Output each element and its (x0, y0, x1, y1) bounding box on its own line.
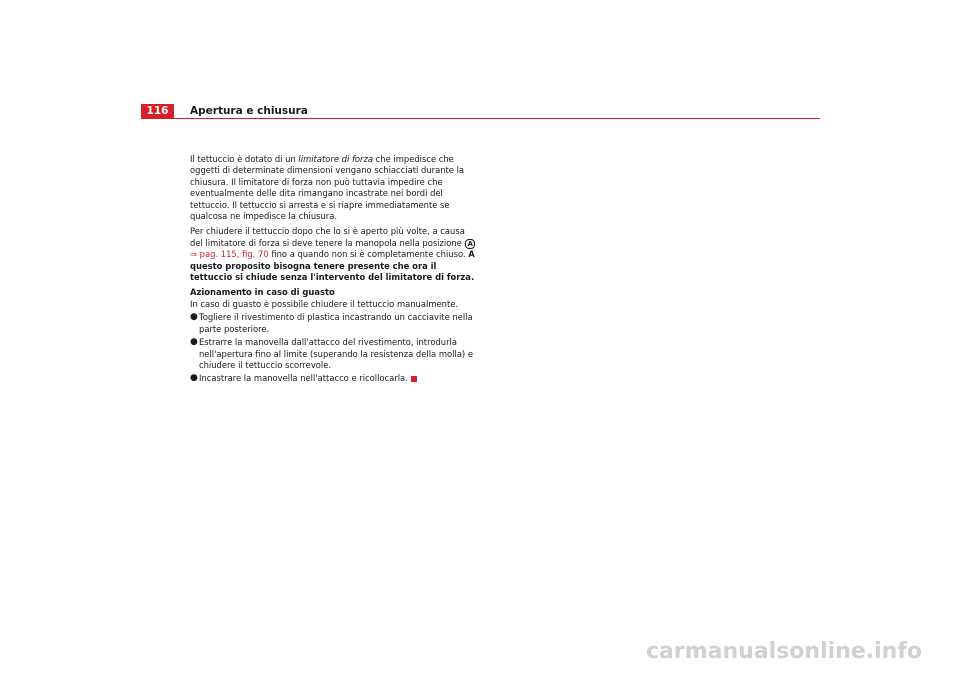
chapter-title: Apertura e chiusura (190, 105, 308, 117)
paragraph-closing-procedure (190, 226, 480, 283)
bullet-text-last: Incastrare la manovella nell'attacco e ricollocarla. (199, 373, 408, 384)
watermark: carmanualsonline.info (646, 639, 922, 664)
bullet-text (199, 373, 480, 384)
paragraph-manual-closing: In caso di guasto è possibile chiudere il tettuccio manualmente. (190, 298, 459, 309)
bullet-item (190, 373, 480, 384)
p2-text-b: fino a quando non si è completamente chiuso. (268, 249, 469, 260)
figure-reference-link[interactable]: ⇒ pag. 115, fig. 70 (190, 249, 269, 260)
p1-text-b: che impedisce che oggetti di determinate dimensioni vengano schiacciati durante la chiusura. Il limitatore di forza non può tuttavia impedire che eventualmente delle dita rimangano incastrate nei bordi del tettuccio. Il tettuccio si arresta e si riapre immediatamente se qualcosa ne impedisce la chiusura. (190, 154, 465, 222)
bullet-dot-icon: ● (190, 312, 198, 323)
page-number: 116 (141, 104, 174, 118)
paragraph-force-limiter (190, 154, 480, 222)
page-content (190, 154, 480, 387)
p2-warning-bold: A questo proposito bisogna tenere presente che ora il tettuccio si chiude senza l'intervento del limitatore di forza. (190, 249, 475, 283)
end-of-section-icon (411, 376, 417, 382)
header-rule (141, 118, 820, 119)
p1-term-force-limiter: limitatore di forza (298, 154, 373, 164)
sub-heading-emergency: Azionamento in caso di guasto (190, 287, 335, 298)
bullet-item (190, 337, 480, 371)
p2-text-a: Per chiudere il tettuccio dopo che lo si è aperto più volte, a causa del limitatore di forza si deve tenere la manopola nella posizione (190, 226, 465, 248)
bullet-text: Togliere il rivestimento di plastica incastrando un cacciavite nella parte posteriore. (199, 312, 473, 334)
bullet-item (190, 312, 480, 335)
position-label-a: A (467, 239, 473, 248)
p1-text-a: Il tettuccio è dotato di un (190, 154, 299, 164)
bullet-dot-icon: ● (190, 373, 198, 384)
bullet-text: Estrarre la manovella dall'attacco del rivestimento, introdurla nell'apertura fino al limite (superando la resistenza della molla) e chiudere il tettuccio scorrevole. (199, 337, 473, 370)
bullet-dot-icon: ● (190, 337, 198, 348)
